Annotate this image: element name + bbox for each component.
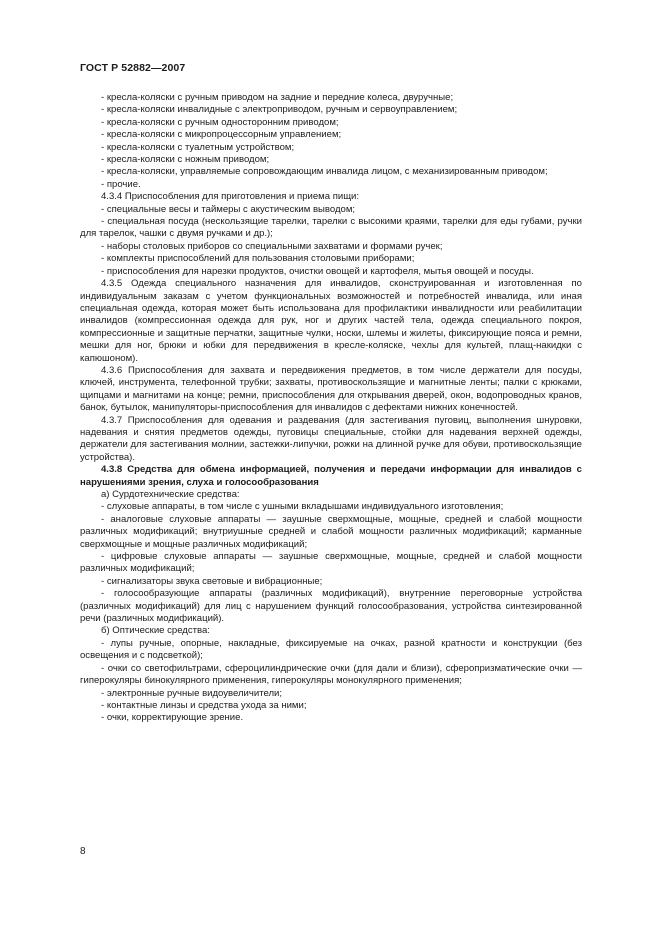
list-item: - комплекты приспособлений для пользования столовыми приборами; [101,253,415,265]
list-item-text: очки, корректирующие зрение. [106,712,244,724]
list-item: - контактные линзы и средства ухода за ними; [101,699,307,711]
list-item-text: кресла-коляски инвалидные с электроприводом, ручным и сервоуправлением; [106,104,458,116]
section-4-3-8-heading: 4.3.8 Средства для обмена информацией, получения и передачи информации для инвалидов с нарушениями зрения, слуха и голосообразования [80,464,582,488]
document-id-header: ГОСТ Р 52882—2007 [80,62,186,74]
list-item: - приспособления для нарезки продуктов, очистки овощей и картофеля, мытья овощей и посуды. [101,265,534,277]
list-item: - специальные весы и таймеры с акустическим выводом; [101,203,356,215]
list-item: - кресла-коляски с ручным приводом на задние и передние колеса, двуручные; [101,92,454,103]
list-item: - сигнализаторы звука световые и вибрационные; [101,575,323,587]
list-item-text: сигнализаторы звука световые и вибрационные; [106,575,323,587]
list-item-text: электронные ручные видоувеличители; [106,687,283,699]
subsection-b-heading: б) Оптические средства: [101,625,210,637]
list-item: - наборы столовых приборов со специальными захватами и формами ручек; [101,240,443,252]
list-item-text: кресла-коляски с ручным приводом на задние и передние колеса, двуручные; [106,92,454,103]
list-item: - аналоговые слуховые аппараты — заушные сверхмощные, мощные, средней и слабой мощности различных модификаций; внутриушные средней и слабой мощности различных модификаций; карманные сверхмощные и мощные различных модификаций; [80,513,582,550]
list-item-text: очки со светофильтрами, сфероцилиндрические очки (для дали и близи), сферопризматические очки — гиперокуляры бинокулярного применения, гиперокуляры монокулярного применения; [80,662,582,687]
list-item: - кресла-коляски с ручным односторонним приводом; [101,116,339,128]
subsection-a-heading: а) Сурдотехнические средства: [101,489,240,500]
list-item-text: слуховые аппараты, в том числе с ушными вкладышами индивидуального изготовления; [106,501,504,513]
list-item: - кресла-коляски с ножным приводом; [101,154,270,166]
list-item: - лупы ручные, опорные, накладные, фиксируемые на очках, разной кратности и конструкции (без освещения и с подсветкой); [80,637,582,662]
list-item-text: кресла-коляски с ножным приводом; [106,154,270,166]
list-item-text: комплекты приспособлений для пользования столовыми приборами; [106,253,415,265]
list-item: - прочие. [101,178,141,190]
list-item-text: цифровые слуховые аппараты — заушные сверхмощные, мощные, средней и слабой мощности различных модификаций; [80,551,582,575]
list-item: - кресла-коляски с микропроцессорным управлением; [101,129,342,141]
list-item: - очки со светофильтрами, сфероцилиндрические очки (для дали и близи), сферопризматические очки — гиперокуляры бинокулярного применения, гиперокуляры монокулярного применения; [80,662,582,687]
section-4-3-7: 4.3.7 Приспособления для одевания и раздевания (для застегивания пуговиц, выполнения шнуровки, надевания и снятия предметов одежды, пуговицы специальные, стойки для надевания верхней одежды, держатели для застегивания молнии, застежки-липучки, рожки на длинной ручке для обуви, противоскользящие устройства). [80,414,582,463]
list-item-text: специальные весы и таймеры с акустическим выводом; [106,203,356,215]
section-4-3-5: 4.3.5 Одежда специального назначения для инвалидов, сконструированная и изготовленная по индивидуальным заказам с учетом функциональных возможностей и потребностей инвалида, или иная специальная одежда, которая может быть использована для профилактики инвалидности или реабилитации инвалидов (компрессионная одежда для рук, ног и других частей тела, одежда специального покроя, компрессионные и защитные перчатки, защитные чулки, носки, шлемы и жилеты, фиксирующие пояса и ремни, мешки для ног, брюки и юбки для передвижения в кресле-коляске, чехлы для культей, плащ-накидки с капюшоном). [80,278,582,364]
list-item-text: голосообразующие аппараты (различных модификаций), внутренние переговорные устройства (различных модификаций) для лиц с нарушением функций голосообразования, устройства синтезированной речи (различных модификаций). [80,588,583,625]
list-item-text: специальная посуда (нескользящие тарелки, тарелки с высокими краями, тарелки для еды губами, ручки для тарелок, чашки с двумя ручками и др.); [80,216,582,240]
page-number: 8 [80,846,86,857]
document-body [80,92,582,725]
list-item-text: кресла-коляски с микропроцессорным управлением; [106,129,342,141]
list-item: - голосообразующие аппараты (различных модификаций), внутренние переговорные устройства (различных модификаций) для лиц с нарушением функций голосообразования, устройства синтезированной речи (различных модификаций). [80,588,583,625]
list-item-text: наборы столовых приборов со специальными захватами и формами ручек; [106,240,443,252]
list-item-text: лупы ручные, опорные, накладные, фиксируемые на очках, разной кратности и конструкции (без освещения и с подсветкой); [80,637,582,662]
list-item: - очки, корректирующие зрение. [101,712,244,724]
list-item: - цифровые слуховые аппараты — заушные сверхмощные, мощные, средней и слабой мощности различных модификаций; [80,551,582,575]
list-item: - кресла-коляски с туалетным устройством; [101,141,295,153]
list-item: - слуховые аппараты, в том числе с ушными вкладышами индивидуального изготовления; [101,501,504,513]
list-item: - кресла-коляски инвалидные с электроприводом, ручным и сервоуправлением; [101,104,458,116]
list-item-text: прочие. [106,178,141,190]
list-item: - электронные ручные видоувеличители; [101,687,283,699]
list-item-text: контактные линзы и средства ухода за ними; [106,699,307,711]
list-item-text: кресла-коляски с ручным односторонним приводом; [106,116,339,128]
list-item: - специальная посуда (нескользящие тарелки, тарелки с высокими краями, тарелки для еды губами, ручки для тарелок, чашки с двумя ручками и др.); [80,216,582,240]
section-4-3-6: 4.3.6 Приспособления для захвата и передвижения предметов, в том числе держатели для посуды, ключей, инструмента, телефонной трубки; захваты, противоскользящие и магнитные ленты; палки с крюками, щипцами и магнитами на конце; ремни, приспособления для открывания дверей, окон, водопроводных кранов, банок, бутылок, манипуляторы-приспособления для инвалидов с дефектами нижних конечностей. [80,364,582,414]
list-item-text: аналоговые слуховые аппараты — заушные сверхмощные, мощные, средней и слабой мощности различных модификаций; внутриушные средней и слабой мощности различных модификаций; карманные сверхмощные и мощные различных модификаций; [80,513,582,550]
list-item-text: кресла-коляски с туалетным устройством; [106,141,295,153]
section-4-3-4: 4.3.4 Приспособления для приготовления и приема пищи: [101,191,360,203]
list-item-text: кресла-коляски, управляемые сопровождающим инвалида лицом, с механизированным приводом; [106,166,548,178]
list-item-text: приспособления для нарезки продуктов, очистки овощей и картофеля, мытья овощей и посуды. [106,265,534,277]
list-item: - кресла-коляски, управляемые сопровождающим инвалида лицом, с механизированным приводом; [101,166,548,178]
